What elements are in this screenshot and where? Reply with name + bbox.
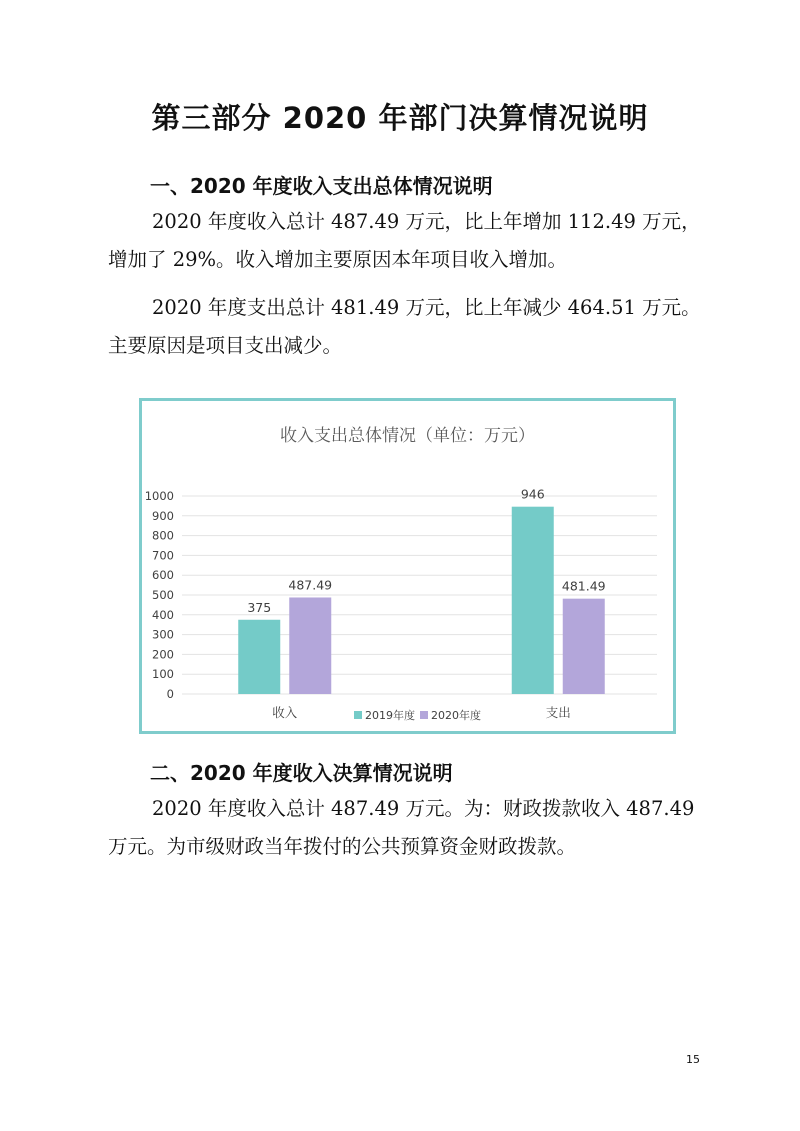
y-tick-label: 0 [166,687,174,701]
data-label: 946 [520,486,545,502]
legend-label: 2020年度 [431,709,481,722]
y-tick-label: 600 [152,568,174,583]
bar [563,599,605,694]
page-title: 第三部分 2020 年部门决算情况说明 [151,101,649,135]
legend-swatch [354,711,362,719]
page-number: 15 [686,1053,700,1066]
bar [289,597,331,694]
data-label: 487.49 [288,577,333,593]
section2-paragraph-1: 2020 年度收入总计 487.49 万元。为：财政拨款收入 487.49 万元。为市级财政当年拨付的公共预算资金财政拨款。 [108,797,695,858]
x-tick-label: 支出 [545,705,571,720]
income-expense-chart [142,401,673,731]
x-tick-label: 收入 [272,705,298,720]
y-tick-label: 700 [152,548,174,563]
legend-label: 2019年度 [365,709,415,722]
section1-heading: 一、2020 年度收入支出总体情况说明 [150,174,493,198]
y-tick-label: 100 [152,667,174,682]
bar [512,507,554,694]
y-tick-label: 300 [152,627,174,642]
chart-title: 收入支出总体情况（单位：万元） [280,426,535,446]
y-tick-label: 200 [152,647,174,662]
y-tick-label: 400 [152,607,174,622]
section2-heading: 二、2020 年度收入决算情况说明 [150,761,453,785]
data-label: 375 [247,599,272,615]
y-tick-label: 1000 [144,489,174,503]
legend-swatch [420,711,428,719]
bar [238,620,280,694]
data-label: 481.49 [561,578,606,594]
y-tick-label: 900 [152,508,174,523]
section1-paragraph-2: 2020 年度支出总计 481.49 万元，比上年减少 464.51 万元。主要原因是项目支出减少。 [108,296,701,357]
chart-container [139,398,676,734]
section1-paragraph-1: 2020 年度收入总计 487.49 万元，比上年增加 112.49 万元，增加了 29%。收入增加主要原因本年项目收入增加。 [108,210,701,271]
y-tick-label: 800 [152,528,174,543]
y-tick-label: 500 [152,588,174,602]
